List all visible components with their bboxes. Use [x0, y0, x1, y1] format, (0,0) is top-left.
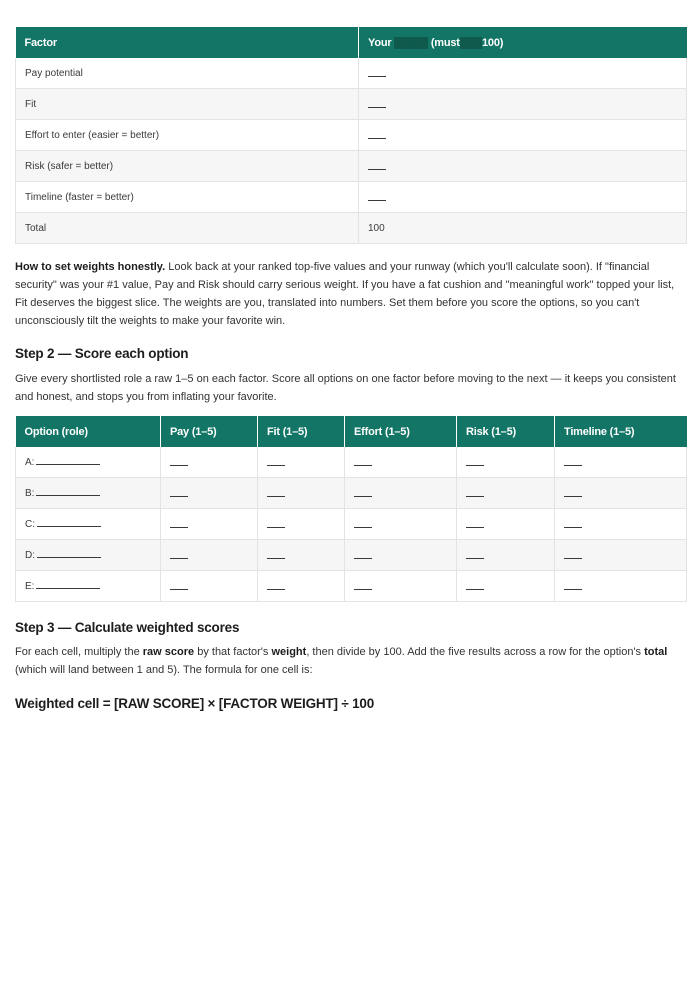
effort-cell[interactable] — [345, 447, 457, 478]
timeline-cell[interactable] — [555, 478, 687, 509]
score-blank — [466, 495, 484, 497]
pay-cell[interactable] — [161, 478, 258, 509]
effort-cell[interactable] — [345, 571, 457, 602]
fit-cell[interactable] — [258, 509, 345, 540]
option-cell[interactable] — [16, 571, 161, 602]
option-cell[interactable] — [16, 478, 161, 509]
step3-weight: weight — [271, 646, 307, 658]
table-row — [16, 478, 687, 509]
risk-cell[interactable] — [457, 478, 555, 509]
factor-cell: Pay potential — [16, 58, 359, 89]
score-blank — [267, 464, 285, 466]
option-name-blank — [36, 494, 100, 496]
step3-text-2: by that factor's — [194, 646, 272, 658]
timeline-cell[interactable] — [555, 509, 687, 540]
pay-cell[interactable] — [161, 447, 258, 478]
score-table-body — [16, 447, 687, 602]
score-blank — [267, 495, 285, 497]
option-name-blank — [36, 587, 100, 589]
score-blank — [466, 464, 484, 466]
step2-heading: Step 2 — Score each option — [15, 346, 189, 361]
header-weight-weight: weight — [394, 36, 428, 49]
score-blank — [564, 495, 582, 497]
option-letter: A: — [25, 456, 35, 468]
header-fit: Fit (1–5) — [258, 416, 345, 447]
weights-body: Look back at your ranked top-five values and your runway (which you'll calculate soon). If "financial security" was your #1 value, Pay and Risk should carry serious weight. If you have a fat cushion and "meaningful work" topped your list, Fit deserves the biggest slice. The weights are you, translated into numbers. Set them before you score the options, so you can't unconsciously tilt the weights to make your favorite win. — [15, 261, 675, 327]
header-effort: Effort (1–5) — [345, 416, 457, 447]
score-blank — [564, 557, 582, 559]
weight-blank — [368, 75, 386, 77]
score-blank — [170, 557, 188, 559]
risk-cell[interactable] — [457, 447, 555, 478]
table-row — [16, 447, 687, 478]
score-blank — [466, 526, 484, 528]
total-value: 100 — [359, 213, 687, 244]
factor-cell: Risk (safer = better) — [16, 151, 359, 182]
risk-cell[interactable] — [457, 509, 555, 540]
risk-cell[interactable] — [457, 571, 555, 602]
effort-cell[interactable] — [345, 509, 457, 540]
score-blank — [564, 464, 582, 466]
table-row — [16, 509, 687, 540]
header-pay: Pay (1–5) — [161, 416, 258, 447]
score-blank — [354, 557, 372, 559]
option-name-blank — [37, 525, 101, 527]
option-letter: B: — [25, 487, 35, 499]
pay-cell[interactable] — [161, 509, 258, 540]
timeline-cell[interactable] — [555, 540, 687, 571]
table-row — [16, 151, 687, 182]
step3-heading: Step 3 — Calculate weighted scores — [15, 620, 240, 635]
timeline-cell[interactable] — [555, 447, 687, 478]
header-weight-your: Your — [368, 36, 392, 49]
factor-cell: Effort to enter (easier = better) — [16, 120, 359, 151]
timeline-cell[interactable] — [555, 571, 687, 602]
weights-lead: How to set weights honestly. — [15, 261, 166, 273]
effort-cell[interactable] — [345, 540, 457, 571]
score-blank — [170, 588, 188, 590]
score-blank — [564, 588, 582, 590]
score-blank — [466, 557, 484, 559]
weight-cell[interactable] — [359, 151, 687, 182]
option-cell[interactable] — [16, 540, 161, 571]
fit-cell[interactable] — [258, 447, 345, 478]
score-blank — [354, 495, 372, 497]
pay-cell[interactable] — [161, 571, 258, 602]
option-letter: D: — [25, 549, 35, 561]
step3-text-4: (which will land between 1 and 5). The formula for one cell is: — [15, 664, 313, 676]
header-weight-must: (must — [430, 36, 460, 49]
score-blank — [354, 526, 372, 528]
weight-cell[interactable] — [359, 89, 687, 120]
factor-cell: Total — [16, 213, 359, 244]
score-blank — [354, 588, 372, 590]
step3-text-3: , then divide by 100. Add the five results across a row for the option's — [306, 646, 645, 658]
score-blank — [267, 588, 285, 590]
option-cell[interactable] — [16, 509, 161, 540]
weight-cell[interactable] — [359, 120, 687, 151]
fit-cell[interactable] — [258, 478, 345, 509]
weight-cell[interactable] — [359, 182, 687, 213]
weight-blank — [368, 199, 386, 201]
weights-table — [15, 27, 687, 244]
table-row — [16, 213, 687, 244]
weight-cell[interactable] — [359, 58, 687, 89]
table-row — [16, 571, 687, 602]
score-blank — [267, 557, 285, 559]
header-weight — [359, 27, 687, 58]
table-row — [16, 120, 687, 151]
score-blank — [170, 495, 188, 497]
step2-paragraph: Give every shortlisted role a raw 1–5 on each factor. Score all options on one factor before moving to the next — it keeps you consistent and honest, and stops you from inflating your favorite. — [15, 373, 676, 403]
table-row — [16, 540, 687, 571]
score-table — [15, 416, 687, 602]
header-risk: Risk (1–5) — [457, 416, 555, 447]
step3-total: total — [644, 646, 668, 658]
factor-cell: Fit — [16, 89, 359, 120]
fit-cell[interactable] — [258, 571, 345, 602]
table-row — [16, 89, 687, 120]
option-cell[interactable] — [16, 447, 161, 478]
header-factor: Factor — [16, 27, 359, 58]
option-letter: E: — [25, 580, 35, 592]
effort-cell[interactable] — [345, 478, 457, 509]
weight-blank — [368, 106, 386, 108]
score-blank — [267, 526, 285, 528]
step3-text-1: For each cell, multiply the — [15, 646, 143, 658]
score-blank — [466, 588, 484, 590]
weights-table-header — [16, 27, 687, 58]
weight-blank — [368, 137, 386, 139]
weight-blank — [368, 168, 386, 170]
score-blank — [170, 464, 188, 466]
header-weight-100: 100) — [482, 36, 504, 49]
formula: Weighted cell = [RAW SCORE] × [FACTOR WEIGHT] ÷ 100 — [15, 696, 375, 711]
header-option: Option (role) — [16, 416, 161, 447]
score-table-header — [16, 416, 687, 447]
factor-cell: Timeline (faster = better) — [16, 182, 359, 213]
score-blank — [170, 526, 188, 528]
score-blank — [354, 464, 372, 466]
header-weight-total: total — [459, 36, 482, 49]
risk-cell[interactable] — [457, 540, 555, 571]
pay-cell[interactable] — [161, 540, 258, 571]
weights-paragraph — [15, 258, 686, 330]
header-timeline: Timeline (1–5) — [555, 416, 687, 447]
option-name-blank — [36, 463, 100, 465]
option-name-blank — [37, 556, 101, 558]
table-row — [16, 182, 687, 213]
table-row — [16, 58, 687, 89]
score-blank — [564, 526, 582, 528]
step3-paragraph — [15, 643, 686, 679]
option-letter: C: — [25, 518, 35, 530]
fit-cell[interactable] — [258, 540, 345, 571]
step3-raw-score: raw score — [142, 646, 195, 658]
